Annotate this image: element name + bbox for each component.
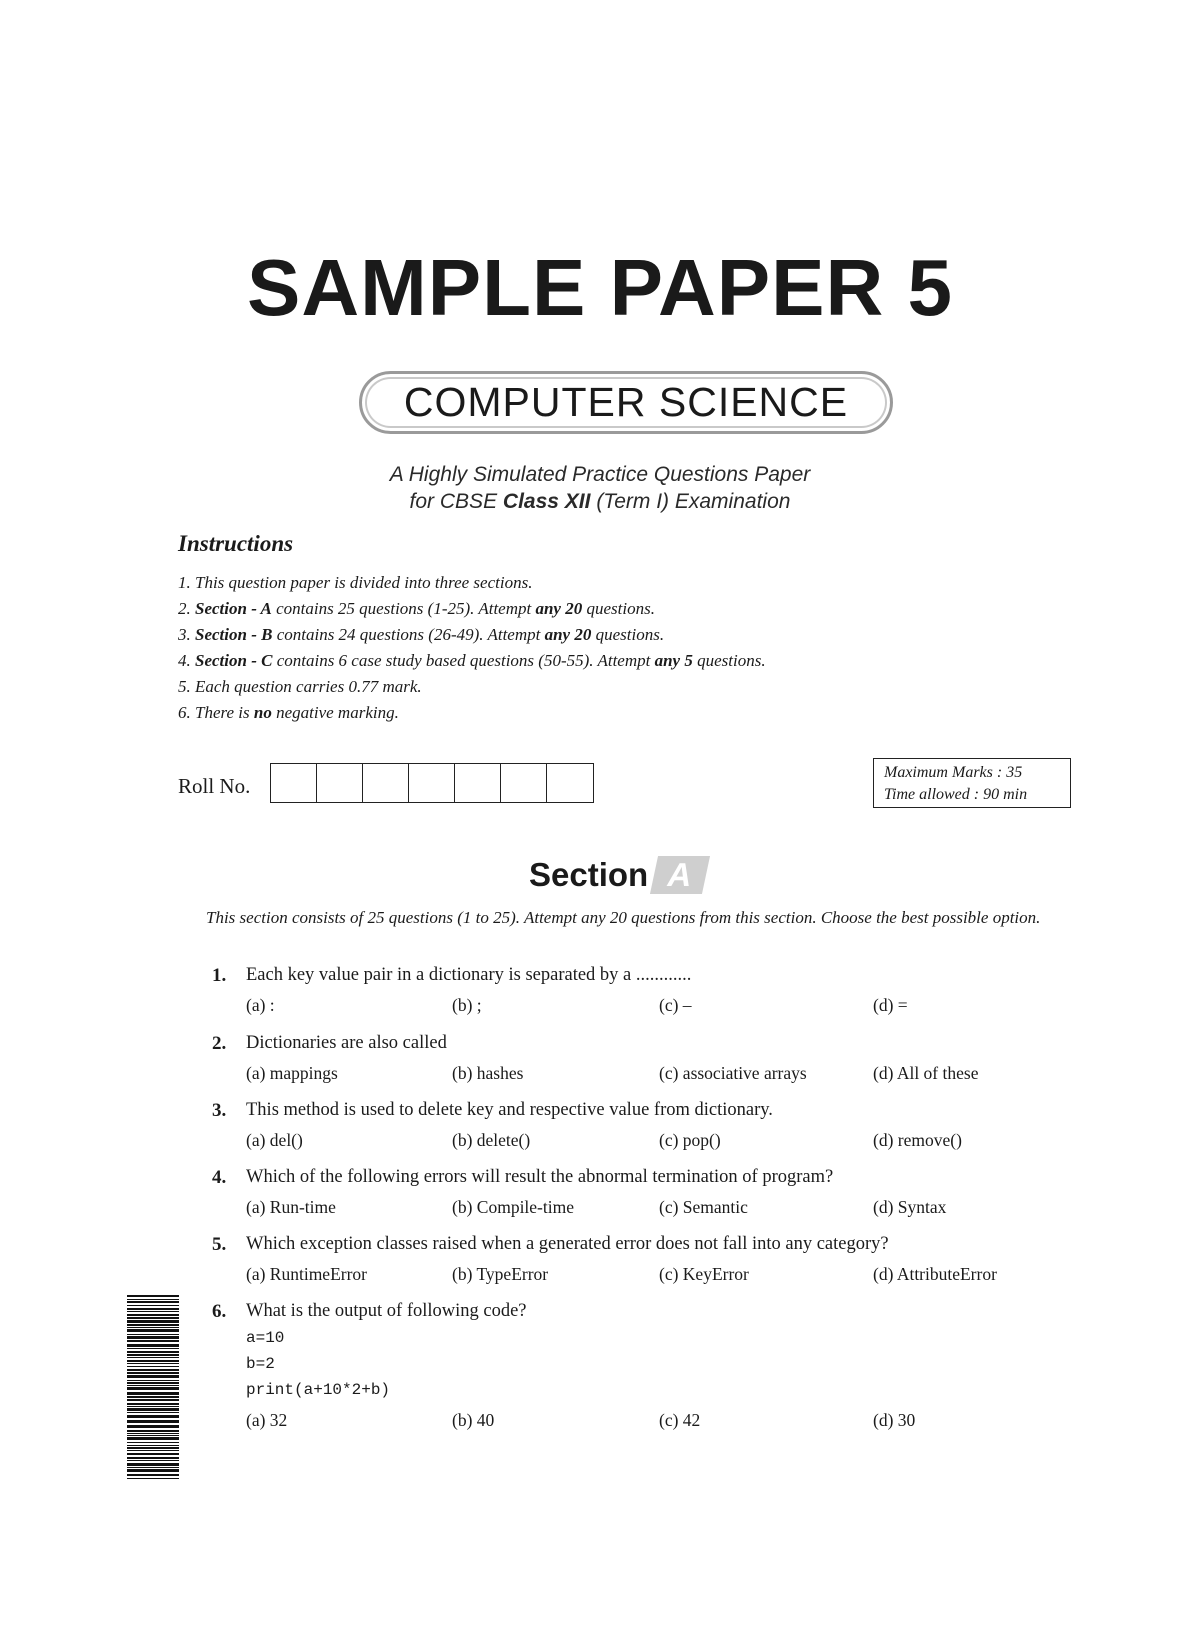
barcode-bar: [127, 1460, 179, 1461]
barcode-bar: [127, 1385, 179, 1386]
question-number: 3.: [212, 1100, 227, 1121]
barcode-bar: [127, 1469, 179, 1472]
roll-number-box[interactable]: [501, 764, 547, 802]
barcode-bar: [127, 1467, 179, 1468]
barcode-bar: [127, 1334, 179, 1335]
barcode-bar: [127, 1372, 179, 1374]
barcode-bar: [127, 1320, 179, 1323]
question-number: 1.: [212, 965, 227, 986]
code-line: b=2: [246, 1355, 275, 1373]
barcode-bar: [127, 1301, 179, 1303]
barcode-bar: [127, 1329, 179, 1332]
instructions-list: [178, 570, 766, 726]
tagline-class: Class XII: [502, 490, 591, 513]
barcode-image: [127, 1295, 179, 1479]
barcode-bar: [127, 1399, 179, 1401]
barcode-bar: [127, 1408, 179, 1411]
barcode-bar: [127, 1463, 179, 1466]
tagline-line2-pre: for CBSE: [409, 490, 503, 513]
roll-number-box[interactable]: [409, 764, 455, 802]
barcode-bar: [127, 1369, 179, 1371]
option-c: (c) –: [659, 995, 692, 1015]
option-c: (c) pop(): [659, 1130, 721, 1150]
option-a: (a) :: [246, 995, 275, 1015]
barcode-bar: [127, 1308, 179, 1310]
barcode-bar: [127, 1478, 179, 1479]
option-d: (d) remove(): [873, 1130, 962, 1150]
roll-number-boxes: [270, 763, 594, 803]
option-b: (b) ;: [452, 995, 482, 1015]
barcode-bar: [127, 1354, 179, 1356]
option-a: (a) Run-time: [246, 1197, 336, 1217]
barcode-bar: [127, 1363, 179, 1364]
option-c: (c) Semantic: [659, 1197, 748, 1217]
barcode-bar: [127, 1351, 179, 1353]
barcode-bar: [127, 1425, 179, 1428]
option-c: (c) KeyError: [659, 1264, 749, 1284]
question-text: Dictionaries are also called: [246, 1033, 447, 1053]
option-a: (a) 32: [246, 1410, 288, 1430]
barcode-bar: [127, 1437, 179, 1440]
barcode-bar: [127, 1344, 179, 1347]
question-text: What is the output of following code?: [246, 1301, 527, 1321]
instruction-item: 6. There is no negative marking.: [178, 703, 399, 722]
barcode-bar: [127, 1412, 179, 1413]
option-b: (b) 40: [452, 1410, 495, 1430]
instruction-item: 2. Section - A contains 25 questions (1-25). Attempt any 20 questions.: [178, 599, 655, 618]
barcode-bar: [127, 1324, 179, 1326]
roll-number-box[interactable]: [455, 764, 501, 802]
option-a: (a) mappings: [246, 1063, 338, 1083]
barcode-bar: [127, 1366, 179, 1367]
barcode-bar: [127, 1430, 179, 1432]
instruction-item: 5. Each question carries 0.77 mark.: [178, 677, 422, 696]
barcode-bar: [127, 1392, 179, 1395]
instruction-item: 4. Section - C contains 6 case study based questions (50-55). Attempt any 5 questions.: [178, 651, 766, 670]
section-heading: [529, 856, 706, 894]
marks-box: [873, 758, 1071, 808]
option-a: (a) RuntimeError: [246, 1264, 367, 1284]
barcode-bar: [127, 1442, 179, 1443]
instructions-heading: Instructions: [178, 531, 294, 556]
question-number: 5.: [212, 1234, 227, 1255]
barcode-bar: [127, 1474, 179, 1476]
question-text: Which of the following errors will result the abnormal termination of program?: [246, 1167, 834, 1187]
barcode-bar: [127, 1311, 179, 1312]
barcode-bar: [127, 1420, 179, 1423]
subject-label: COMPUTER SCIENCE: [403, 379, 849, 425]
barcode-bar: [127, 1450, 179, 1451]
section-note: This section consists of 25 questions (1 to 25). Attempt any 20 questions from this section. Choose the best possible option.: [206, 908, 1041, 927]
barcode-bar: [127, 1403, 179, 1405]
tagline-line2-post: (Term I) Examination: [590, 490, 791, 513]
barcode-bar: [127, 1317, 179, 1319]
option-d: (d) Syntax: [873, 1197, 947, 1217]
option-d: (d) =: [873, 995, 908, 1015]
barcode-bar: [127, 1445, 179, 1446]
option-b: (b) hashes: [452, 1063, 524, 1083]
code-line: a=10: [246, 1329, 285, 1347]
option-d: (d) AttributeError: [873, 1264, 997, 1284]
barcode-bar: [127, 1457, 179, 1459]
barcode-bar: [127, 1387, 179, 1390]
barcode-bar: [127, 1447, 179, 1449]
question-number: 4.: [212, 1167, 227, 1188]
page-title: SAMPLE PAPER 5: [247, 243, 953, 332]
barcode-bar: [127, 1336, 179, 1339]
option-b: (b) Compile-time: [452, 1197, 574, 1217]
barcode-bar: [127, 1406, 179, 1407]
option-a: (a) del(): [246, 1130, 303, 1150]
question-text: Each key value pair in a dictionary is separated by a ............: [246, 965, 692, 985]
code-line: print(a+10*2+b): [246, 1381, 391, 1399]
option-c: (c) associative arrays: [659, 1063, 807, 1083]
subject-badge: [359, 371, 893, 434]
option-d: (d) All of these: [873, 1063, 979, 1083]
barcode-bar: [127, 1357, 179, 1358]
barcode-bar: [127, 1295, 179, 1297]
option-b: (b) TypeError: [452, 1264, 549, 1284]
barcode-bar: [127, 1314, 179, 1316]
question-number: 6.: [212, 1301, 227, 1322]
barcode-bar: [127, 1305, 179, 1306]
barcode-bar: [127, 1380, 179, 1381]
roll-number-label: Roll No.: [178, 774, 251, 798]
barcode-bar: [127, 1299, 179, 1300]
barcode-bar: [127, 1360, 179, 1362]
barcode-bar: [127, 1348, 179, 1349]
instruction-item: 3. Section - B contains 24 questions (26-49). Attempt any 20 questions.: [178, 625, 665, 644]
question-text: Which exception classes raised when a generated error does not fall into any category?: [246, 1234, 889, 1254]
question-number: 2.: [212, 1033, 227, 1054]
barcode-bar: [127, 1340, 179, 1342]
tagline-line2: [0, 490, 1200, 514]
barcode-bar: [127, 1382, 179, 1384]
barcode-bar: [127, 1435, 179, 1436]
question-text: This method is used to delete key and respective value from dictionary.: [246, 1100, 773, 1120]
barcode-bar: [127, 1433, 179, 1434]
tagline-line1: A Highly Simulated Practice Questions Paper: [389, 463, 811, 486]
option-b: (b) delete(): [452, 1130, 531, 1150]
option-d: (d) 30: [873, 1410, 916, 1430]
roll-number-box[interactable]: [363, 764, 409, 802]
instruction-item: 1. This question paper is divided into three sections.: [178, 573, 533, 592]
roll-number-box[interactable]: [271, 764, 317, 802]
maximum-marks: Maximum Marks : 35: [884, 764, 1023, 781]
barcode-bar: [127, 1375, 179, 1378]
section-word: Section: [529, 856, 649, 893]
option-c: (c) 42: [659, 1410, 701, 1430]
section-letter-badge: A: [650, 856, 710, 894]
roll-number-box[interactable]: [317, 764, 363, 802]
barcode-bar: [127, 1453, 179, 1455]
roll-number-box[interactable]: [547, 764, 593, 802]
barcode-bar: [127, 1415, 179, 1418]
barcode-bar: [127, 1327, 179, 1328]
time-allowed: Time allowed : 90 min: [884, 786, 1028, 803]
barcode-bar: [127, 1396, 179, 1398]
